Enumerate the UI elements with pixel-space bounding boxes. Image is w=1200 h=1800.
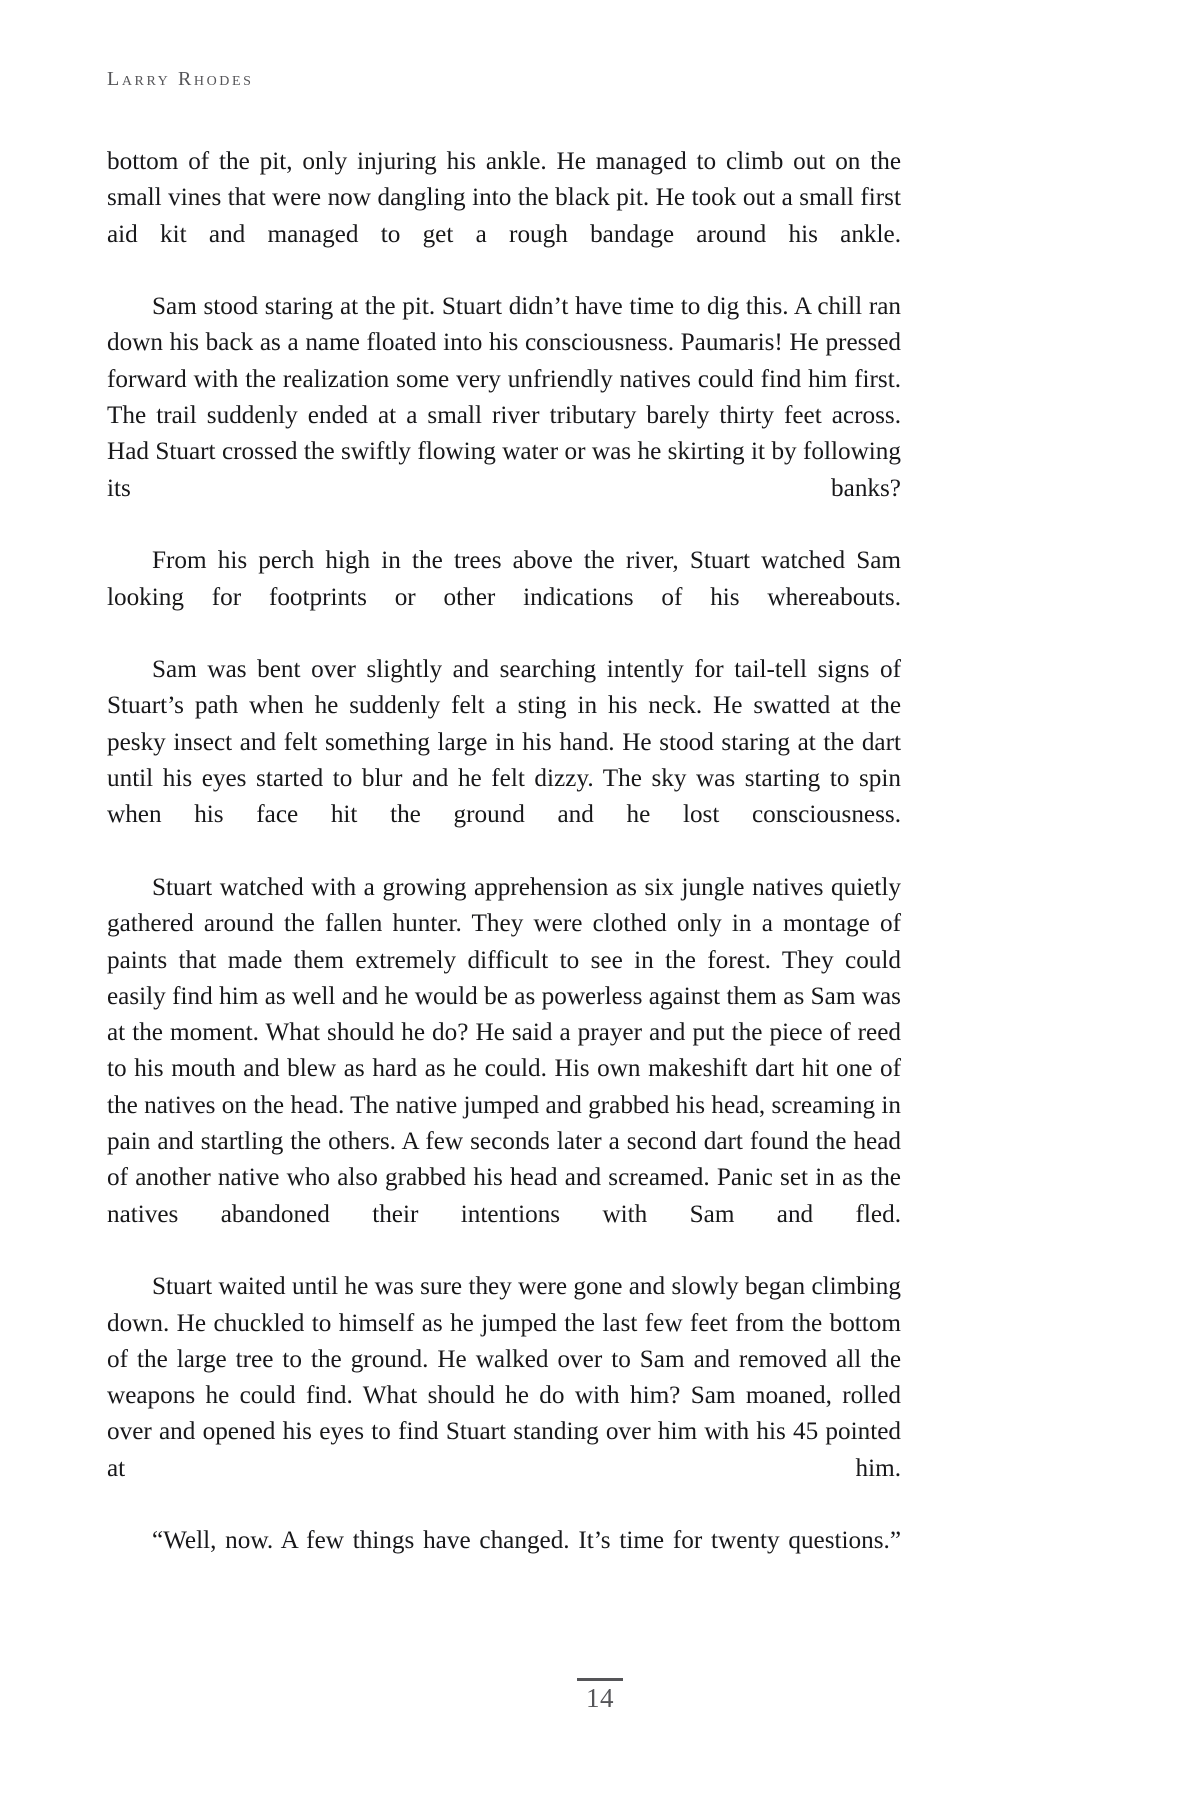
paragraph: From his perch high in the trees above the river, Stuart watched Sam looking for footprints or other indications of his whereabouts. [107,547,901,611]
paragraph: Stuart watched with a growing apprehension as six jungle natives quietly gathered around the fallen hunter. They were clothed only in a montage of paints that made them extremely difficult to see in the forest. They could easily find him as well and he would be as powerless against them as Sam was at the moment. What should he do? He said a prayer and put the piece of reed to his mouth and blew as hard as he could. His own makeshift dart hit one of the natives on the head. The native jumped and grabbed his head, screaming in pain and startling the others. A few seconds later a second dart found the head of another native who also grabbed his head and screamed. Panic set in as the natives abandoned their intentions with Sam and fled. [107,873,901,1228]
paragraph: Stuart waited until he was sure they were gone and slowly began climbing down. He chuckled to himself as he jumped the last few feet from the bottom of the large tree to the ground. He walked over to Sam and removed all the weapons he could find. What should he do with him? Sam moaned, rolled over and opened his eyes to find Stuart standing over him with his 45 pointed at him. [107,1273,901,1482]
paragraph: Sam stood staring at the pit. Stuart didn’t have time to dig this. A chill ran down his back as a name floated into his consciousness. Paumaris! He pressed forward with the realization some very unfriendly natives could find him first. The trail suddenly ended at a small river tributary barely thirty feet across. Had Stuart crossed the swiftly flowing water or was he skirting it by following its banks? [107,293,901,502]
running-head: Larry Rhodes [107,68,254,90]
folio [0,1678,1200,1713]
folio-rule [577,1678,623,1681]
page-number: 14 [586,1683,614,1713]
body-text-block [107,144,901,1596]
paragraph: “Well, now. A few things have changed. It’s time for twenty questions.” [152,1527,901,1555]
paragraph: bottom of the pit, only injuring his ankle. He managed to climb out on the small vines that were now dangling into the black pit. He took out a small first aid kit and managed to get a rough bandage around his ankle. [107,148,901,248]
paragraph: Sam was bent over slightly and searching intently for tail-tell signs of Stuart’s path when he suddenly felt a sting in his neck. He swatted at the pesky insect and felt something large in his hand. He stood staring at the dart until his eyes started to blur and he felt dizzy. The sky was starting to spin when his face hit the ground and he lost consciousness. [107,656,901,829]
